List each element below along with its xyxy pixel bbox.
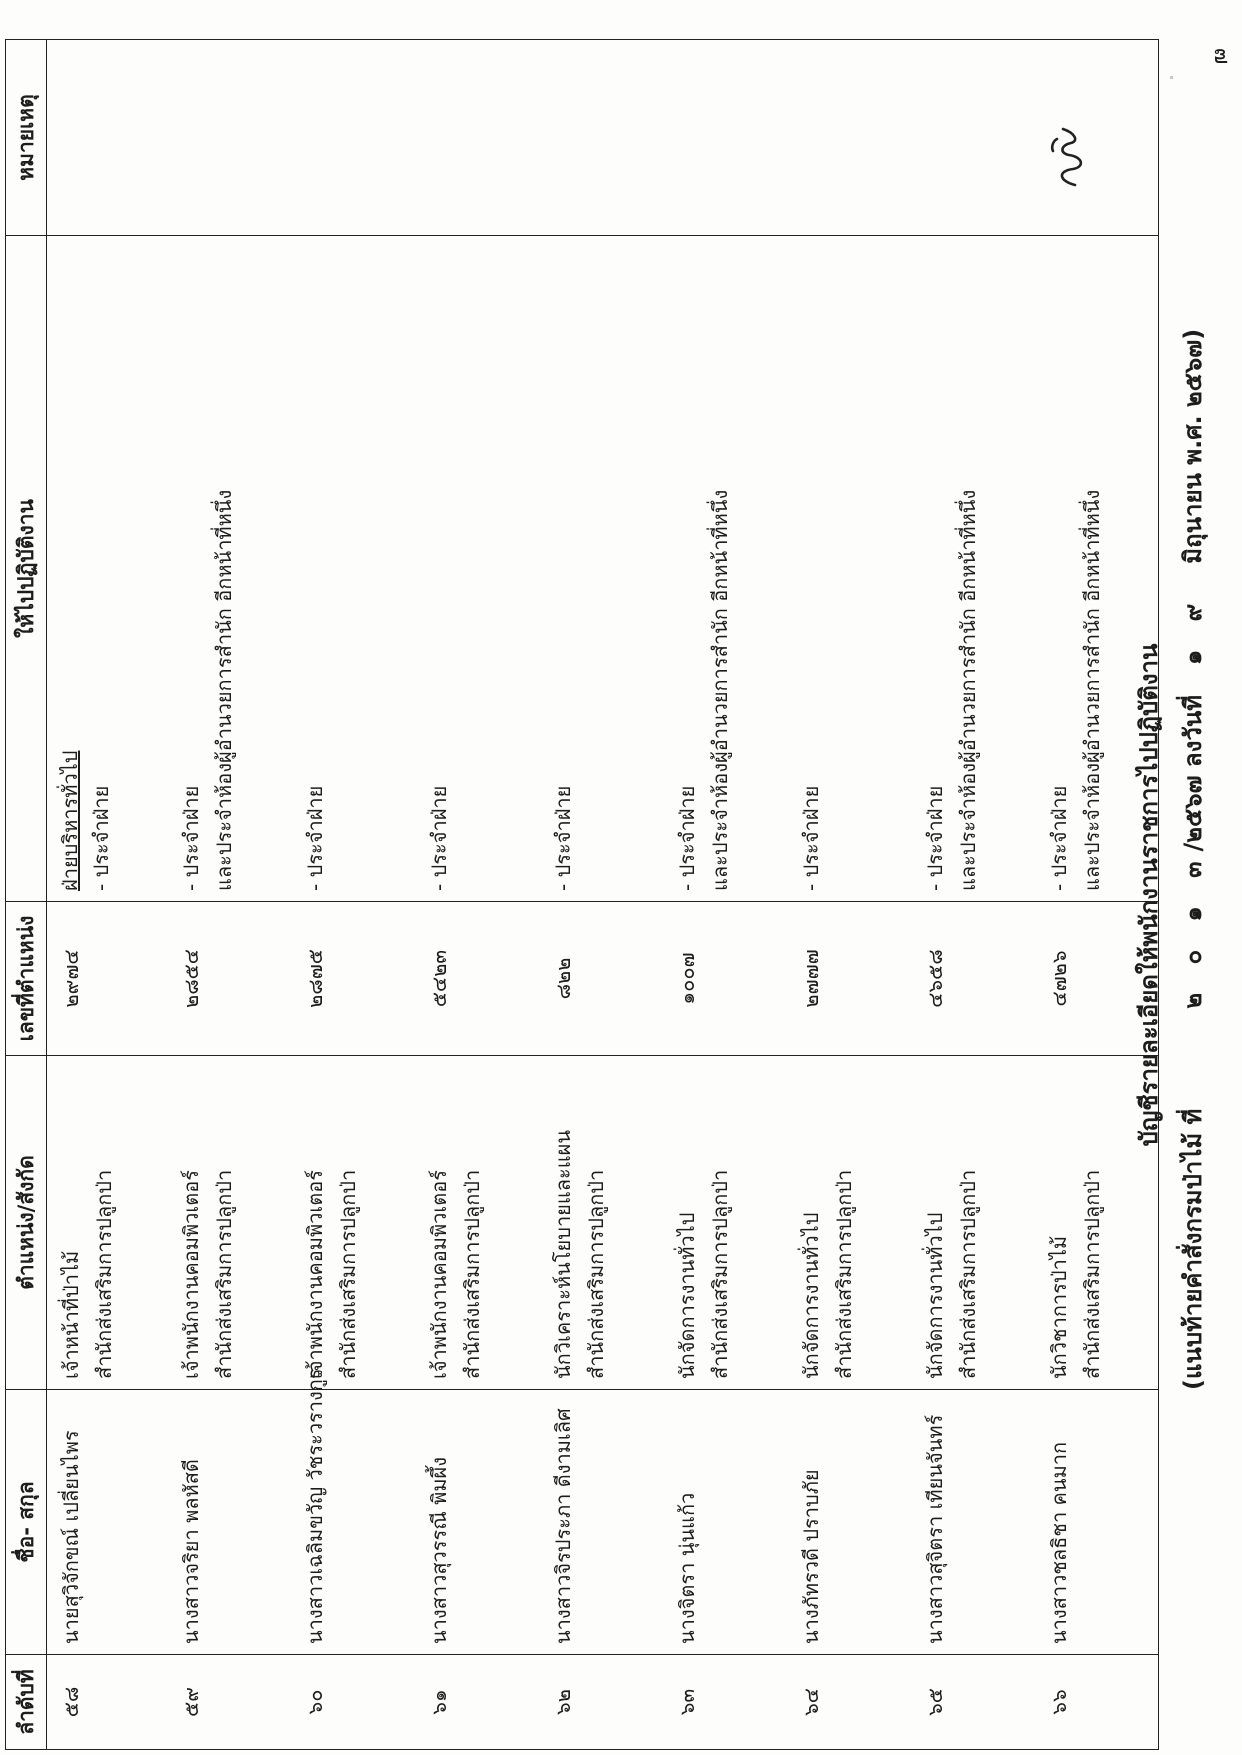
position-office: สำนักส่งเสริมการปลูกป่า bbox=[707, 1169, 732, 1379]
cell-name bbox=[47, 1390, 167, 1655]
cell-name bbox=[539, 1390, 663, 1655]
cell-code bbox=[291, 902, 415, 1056]
cell-name bbox=[167, 1390, 291, 1655]
cell-no bbox=[415, 1655, 539, 1750]
cell-no bbox=[539, 1655, 663, 1750]
position-office: สำนักส่งเสริมการปลูกป่า bbox=[92, 1169, 116, 1379]
cell-position bbox=[787, 1056, 911, 1390]
header-dept: ให้ไปปฏิบัติงาน bbox=[6, 236, 47, 902]
cell-note bbox=[663, 40, 787, 236]
dept-extra-duty: และประจำห้องผู้อำนวยการสำนัก อีกหน้าที่หนึ่ง bbox=[1079, 489, 1104, 891]
heading-order-year: /๒๕๖๗ ลงวันที่ bbox=[1179, 694, 1207, 852]
cell-note bbox=[787, 40, 911, 236]
dept-assignment: - ประจำฝ่าย bbox=[302, 785, 327, 891]
table-row bbox=[911, 40, 1035, 1750]
row-number: ๖๑ bbox=[426, 1689, 451, 1715]
position-title: นักวิชาการป่าไม้ bbox=[1046, 1235, 1071, 1379]
position-code: ๔๗๒๖ bbox=[1046, 950, 1071, 1007]
cell-note bbox=[291, 40, 415, 236]
cell-code bbox=[1035, 902, 1159, 1056]
heading-order-prefix: (แนบท้ายคำสั่งกรมป่าไม้ ที่ bbox=[1179, 1108, 1207, 1390]
position-title: เจ้าพนักงานคอมพิวเตอร์ bbox=[178, 1170, 203, 1379]
dept-extra-duty: และประจำห้องผู้อำนวยการสำนัก อีกหน้าที่หนึ่ง bbox=[211, 489, 236, 891]
row-number: ๖๒ bbox=[550, 1689, 575, 1715]
position-office: สำนักส่งเสริมการปลูกป่า bbox=[211, 1169, 236, 1379]
position-title: นักวิเคราะห์นโยบายและแผน bbox=[550, 1129, 575, 1379]
cell-name bbox=[911, 1390, 1035, 1655]
cell-note bbox=[539, 40, 663, 236]
dept-assignment: - ประจำฝ่าย bbox=[798, 785, 823, 891]
cell-no bbox=[47, 1655, 167, 1750]
page-number: ๗ bbox=[1209, 47, 1234, 65]
cell-position bbox=[415, 1056, 539, 1390]
position-title: เจ้าพนักงานคอมพิวเตอร์ bbox=[426, 1170, 451, 1379]
cell-dept bbox=[663, 236, 787, 902]
position-title: เจ้าพนักงานคอมพิวเตอร์ bbox=[302, 1170, 327, 1379]
position-title: นักจัดการงานทั่วไป bbox=[674, 1212, 699, 1379]
position-office: สำนักส่งเสริมการปลูกป่า bbox=[583, 1169, 608, 1379]
heading-month-year: มิถุนายน พ.ศ. ๒๕๖๗) bbox=[1179, 328, 1207, 564]
position-code: ๒๙๗๔ bbox=[59, 949, 83, 1008]
header-no: ลำดับที่ bbox=[6, 1655, 47, 1750]
row-number: ๖๕ bbox=[922, 1688, 947, 1716]
cell-position bbox=[167, 1056, 291, 1390]
cell-dept bbox=[1035, 236, 1159, 902]
row-number: ๕๙ bbox=[178, 1687, 203, 1717]
dept-assignment: - ประจำฝ่าย bbox=[1046, 785, 1071, 891]
position-code: ๒๘๗๕ bbox=[302, 949, 327, 1008]
cell-dept bbox=[787, 236, 911, 902]
employee-name: นางสาวเฉลิมขวัญ วัชระวรางกูร bbox=[302, 1368, 327, 1644]
position-office: สำนักส่งเสริมการปลูกป่า bbox=[335, 1169, 360, 1379]
section-title: ฝ่ายบริหารทั่วไป bbox=[58, 750, 82, 891]
dept-assignment: - ประจำฝ่าย bbox=[426, 785, 451, 891]
dept-assignment: - ประจำฝ่าย bbox=[922, 785, 947, 891]
cell-position bbox=[663, 1056, 787, 1390]
heading-order-number: ๒ ๐ ๑ ๓ bbox=[1179, 851, 1207, 1009]
cell-position bbox=[539, 1056, 663, 1390]
position-title: นักจัดการงานทั่วไป bbox=[798, 1212, 823, 1379]
cell-note bbox=[167, 40, 291, 236]
cell-code bbox=[911, 902, 1035, 1056]
cell-name bbox=[415, 1390, 539, 1655]
cell-dept bbox=[291, 236, 415, 902]
cell-code bbox=[47, 902, 167, 1056]
header-code: เลขที่ตำแหน่ง bbox=[6, 902, 47, 1056]
employee-name: นางสาวสุวรรณี พิมผึ้ง bbox=[426, 1456, 451, 1644]
cell-no bbox=[291, 1655, 415, 1750]
position-title: เจ้าหน้าที่ป่าไม้ bbox=[59, 1250, 83, 1379]
table-row bbox=[167, 40, 291, 1750]
table-row bbox=[663, 40, 787, 1750]
cell-no bbox=[663, 1655, 787, 1750]
cell-no bbox=[787, 1655, 911, 1750]
cell-name bbox=[787, 1390, 911, 1655]
table-row bbox=[787, 40, 911, 1750]
cell-note bbox=[415, 40, 539, 236]
table-row bbox=[539, 40, 663, 1750]
cell-no bbox=[911, 1655, 1035, 1750]
dept-assignment: - ประจำฝ่าย bbox=[89, 785, 113, 891]
table-row bbox=[415, 40, 539, 1750]
heading-day: ๑ ๙ bbox=[1179, 593, 1207, 665]
cell-name bbox=[291, 1368, 415, 1655]
employee-name: นางสาวจริยา พลหัสดี bbox=[178, 1459, 203, 1644]
cell-code bbox=[167, 902, 291, 1056]
header-name: ชื่อ- สกุล bbox=[6, 1390, 47, 1655]
position-code: ๑๐๐๗ bbox=[674, 952, 699, 1005]
cell-position bbox=[47, 1056, 167, 1390]
cell-position bbox=[1035, 1056, 1159, 1390]
cell-note bbox=[911, 40, 1035, 236]
table-row bbox=[291, 40, 415, 1750]
employee-name: นางสาวจิรประภา ดีงามเลิศ bbox=[550, 1408, 575, 1644]
row-number: ๖๓ bbox=[674, 1688, 699, 1716]
dept-assignment: - ประจำฝ่าย bbox=[178, 785, 203, 891]
cell-no bbox=[167, 1655, 291, 1750]
employee-name: นางจิตรา นุ่นแก้ว bbox=[674, 1492, 699, 1644]
assignment-table bbox=[5, 39, 1159, 1750]
table-body bbox=[47, 40, 1159, 1750]
employee-name: นางภัทรวดี ปราบภัย bbox=[798, 1469, 823, 1644]
cell-no bbox=[1035, 1655, 1159, 1750]
cell-dept bbox=[47, 236, 167, 902]
cell-name bbox=[663, 1390, 787, 1655]
dept-assignment: - ประจำฝ่าย bbox=[550, 785, 575, 891]
dept-assignment: - ประจำฝ่าย bbox=[674, 785, 699, 891]
cell-dept bbox=[539, 236, 663, 902]
cell-name bbox=[1035, 1390, 1159, 1655]
cell-code bbox=[415, 902, 539, 1056]
cell-dept bbox=[415, 236, 539, 902]
rotated-document bbox=[5, 40, 1235, 1750]
row-number: ๖๐ bbox=[302, 1689, 327, 1715]
position-code: ๒๘๕๔ bbox=[178, 949, 203, 1008]
position-code: ๔๖๕๘ bbox=[922, 949, 947, 1008]
position-code: ๒๗๗๗ bbox=[798, 949, 823, 1008]
heading-reference bbox=[1175, 40, 1211, 1390]
cell-note bbox=[47, 40, 167, 236]
cell-position bbox=[291, 1056, 415, 1390]
row-number: ๕๘ bbox=[59, 1686, 83, 1718]
position-code: ๘๒๒ bbox=[550, 957, 575, 1000]
cell-code bbox=[663, 902, 787, 1056]
header-note: หมายเหตุ bbox=[6, 40, 47, 236]
employee-name: นางสาวชลธิชา คนมาก bbox=[1046, 1441, 1071, 1644]
employee-name: นางสาวสุจิตรา เทียนจันทร์ bbox=[922, 1414, 947, 1644]
position-office: สำนักส่งเสริมการปลูกป่า bbox=[955, 1169, 980, 1379]
position-title: นักจัดการงานทั่วไป bbox=[922, 1212, 947, 1379]
table-row bbox=[47, 40, 167, 1750]
initials-signature bbox=[1045, 121, 1089, 191]
position-office: สำนักส่งเสริมการปลูกป่า bbox=[831, 1169, 856, 1379]
table-header-row bbox=[6, 40, 47, 1750]
dept-extra-duty: และประจำห้องผู้อำนวยการสำนัก อีกหน้าที่หนึ่ง bbox=[955, 489, 980, 891]
employee-name: นายสุวิจักขณ์ เปลี่ยนไพร bbox=[59, 1430, 83, 1644]
cell-dept bbox=[911, 236, 1035, 902]
dept-extra-duty: และประจำห้องผู้อำนวยการสำนัก อีกหน้าที่หนึ่ง bbox=[707, 489, 732, 891]
cell-code bbox=[539, 902, 663, 1056]
cell-code bbox=[787, 902, 911, 1056]
row-number: ๖๖ bbox=[1046, 1689, 1071, 1715]
header-position: ตำแหน่ง/สังกัด bbox=[6, 1056, 47, 1390]
cell-position bbox=[911, 1056, 1035, 1390]
heading-title: บัญชีรายละเอียดให้พนักงานราชการไปปฏิบัติงาน bbox=[1135, 643, 1163, 1147]
table-row bbox=[1035, 40, 1159, 1750]
position-office: สำนักส่งเสริมการปลูกป่า bbox=[1079, 1169, 1104, 1379]
cell-note bbox=[1035, 40, 1159, 236]
cell-dept bbox=[167, 236, 291, 902]
position-code: ๕๔๒๓ bbox=[426, 949, 451, 1008]
position-office: สำนักส่งเสริมการปลูกป่า bbox=[459, 1169, 484, 1379]
row-number: ๖๔ bbox=[798, 1688, 823, 1716]
